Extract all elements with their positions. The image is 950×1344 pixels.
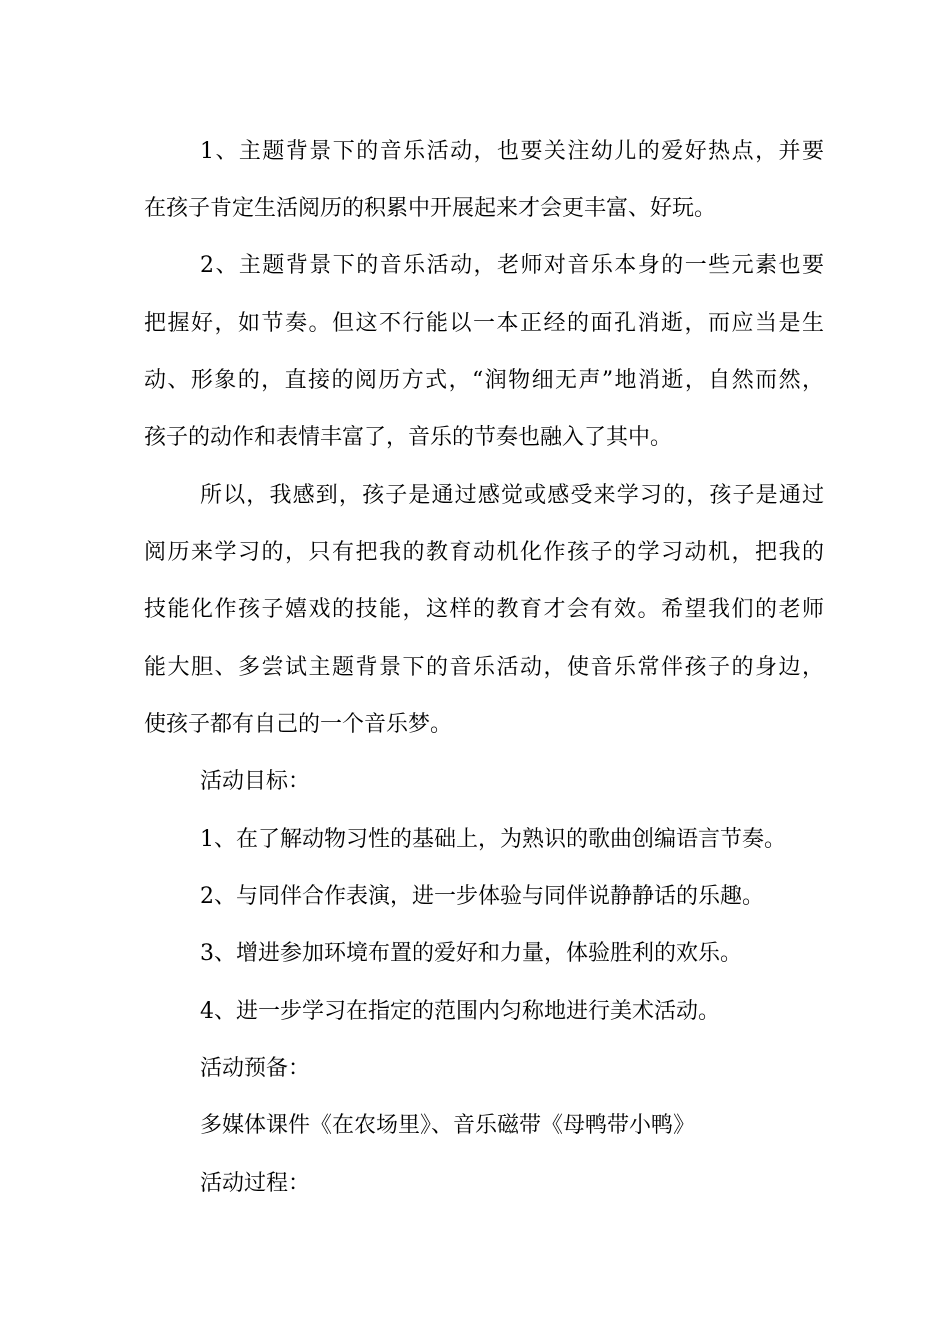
paragraph-1-line-1: 1、主题背景下的音乐活动，也要关注幼儿的爱好热点，并要	[200, 139, 824, 164]
prep-heading: 活动预备：	[200, 1056, 311, 1081]
paragraph-3-line-4: 能大胆、多尝试主题背景下的音乐活动，使音乐常伴孩子的身边，	[144, 655, 824, 680]
paragraph-3-line-3: 技能化作孩子嬉戏的技能，这样的教育才会有效。希望我们的老师	[144, 597, 824, 622]
paragraph-2-line-4: 孩子的动作和表情丰富了，音乐的节奏也融入了其中。	[144, 425, 673, 450]
paragraph-2-line-1: 2、主题背景下的音乐活动，老师对音乐本身的一些元素也要	[200, 253, 824, 278]
goal-item: 1、在了解动物习性的基础上，为熟识的歌曲创编语言节奏。	[200, 827, 786, 852]
paragraph-3-line-2: 阅历来学习的，只有把我的教育动机化作孩子的学习动机，把我的	[144, 540, 824, 565]
paragraph-3-line-1: 所以，我感到，孩子是通过感觉或感受来学习的，孩子是通过	[200, 483, 824, 508]
prep-text: 多媒体课件《在农场里》、音乐磁带《母鸭带小鸭》	[200, 1113, 696, 1138]
paragraph-3-line-5: 使孩子都有自己的一个音乐梦。	[144, 712, 453, 737]
paragraph-2-line-2: 把握好，如节奏。但这不行能以一本正经的面孔消逝，而应当是生	[144, 311, 824, 336]
goal-item: 3、增进参加环境布置的爱好和力量，体验胜利的欢乐。	[200, 941, 742, 966]
goals-heading: 活动目标：	[200, 769, 311, 794]
process-heading: 活动过程：	[200, 1171, 311, 1196]
paragraph-1-line-2: 在孩子肯定生活阅历的积累中开展起来才会更丰富、好玩。	[144, 196, 717, 221]
goal-item: 4、进一步学习在指定的范围内匀称地进行美术活动。	[200, 999, 720, 1024]
paragraph-2-line-3: 动、形象的，直接的阅历方式，“润物细无声”地消逝，自然而然，	[144, 368, 824, 393]
goal-item: 2、与同伴合作表演，进一步体验与同伴说静静话的乐趣。	[200, 884, 764, 909]
